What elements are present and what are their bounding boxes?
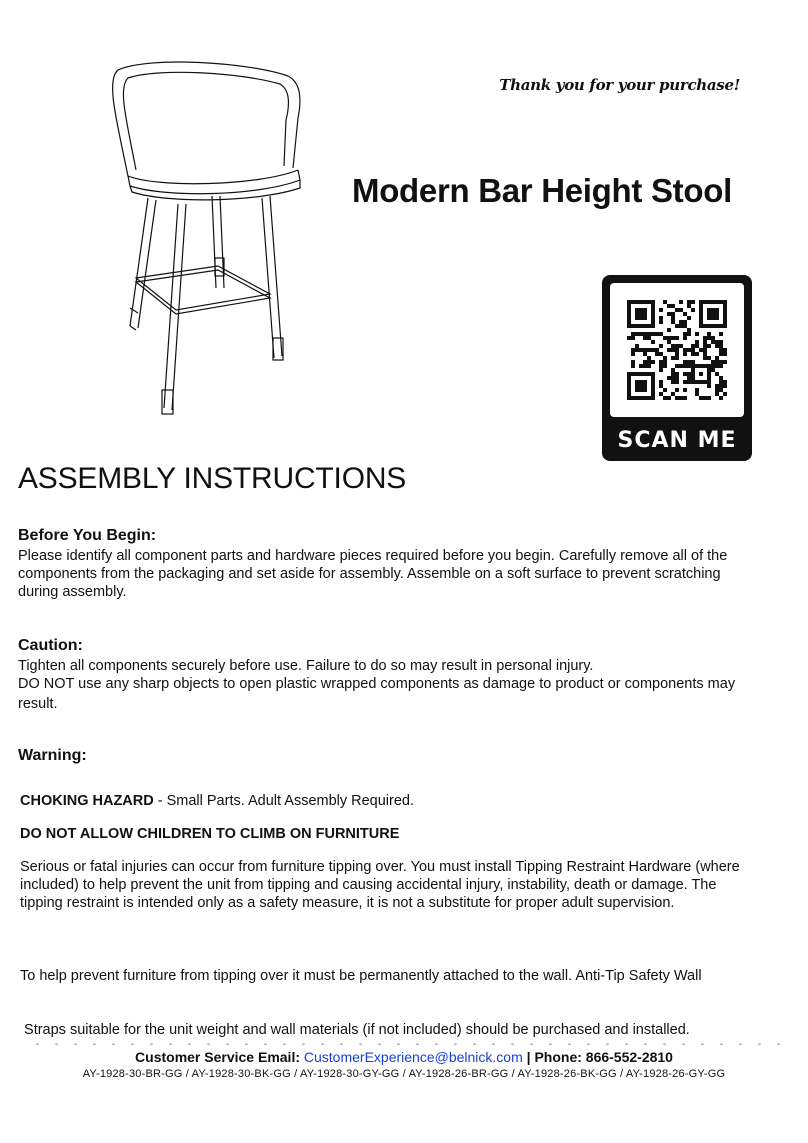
qr-code-panel [610, 283, 744, 417]
tipping-line: tipping restraint is intended only as a safety measure, it is not a substitute for proper adult supervision. [20, 895, 675, 911]
warning-title: Warning: [18, 747, 87, 764]
before-line: during assembly. [18, 584, 127, 600]
before-line: Please identify all component parts and hardware pieces required before you begin. Carefully remove all of the [18, 548, 728, 564]
tipping-line: Serious or fatal injuries can occur from furniture tipping over. You must install Tipping Restraint Hardware (where [20, 859, 740, 875]
caution-line: result. [18, 696, 58, 712]
assembly-heading: ASSEMBLY INSTRUCTIONS [18, 462, 407, 495]
phone-text: | Phone: 866-552-2810 [522, 1049, 673, 1065]
thank-you-note: Thank you for your purchase! [499, 76, 740, 94]
caution-line: Tighten all components securely before use. Failure to do so may result in personal injury. [18, 658, 594, 674]
wall-line: Straps suitable for the unit weight and wall materials (if not included) should be purchased and installed. [20, 1022, 690, 1038]
product-title: Modern Bar Height Stool [352, 172, 732, 209]
before-line: components from the packaging and set aside for assembly. Assemble on a soft surface to prevent scratching [18, 566, 721, 582]
caution-text [18, 657, 798, 713]
footer-divider [28, 1043, 780, 1045]
choking-label: CHOKING HAZARD [20, 793, 154, 809]
children-warning: DO NOT ALLOW CHILDREN TO CLIMB ON FURNITURE [20, 826, 400, 842]
contact-line [0, 1049, 808, 1065]
wall-strap-text [20, 931, 800, 1057]
qr-code-icon [627, 300, 727, 400]
qr-code-card[interactable] [602, 275, 752, 461]
tipping-text [20, 858, 800, 912]
caution-title: Caution: [18, 637, 83, 654]
model-numbers: AY-1928-30-BR-GG / AY-1928-30-BK-GG / AY-1928-30-GY-GG / AY-1928-26-BR-GG / AY-1928-26-BK-GG / AY-1928-26-GY-GG [82, 1068, 726, 1080]
tipping-line: included) to help prevent the unit from tipping and causing accidental injury, instability, death or damage. The [20, 877, 717, 893]
stool-illustration [88, 58, 318, 428]
wall-line: To help prevent furniture from tipping over it must be permanently attached to the wall. Anti-Tip Safety Wall [20, 968, 702, 984]
choking-hazard [20, 792, 800, 810]
email-label: Customer Service Email: [135, 1049, 304, 1065]
qr-label: SCAN ME [617, 428, 737, 453]
email-link[interactable]: CustomerExperience@belnick.com [303, 1049, 523, 1065]
caution-line: DO NOT use any sharp objects to open plastic wrapped components as damage to product or components may [18, 676, 736, 692]
before-title: Before You Begin: [18, 527, 157, 544]
choking-text: - Small Parts. Adult Assembly Required. [153, 793, 415, 809]
before-text [18, 547, 798, 601]
